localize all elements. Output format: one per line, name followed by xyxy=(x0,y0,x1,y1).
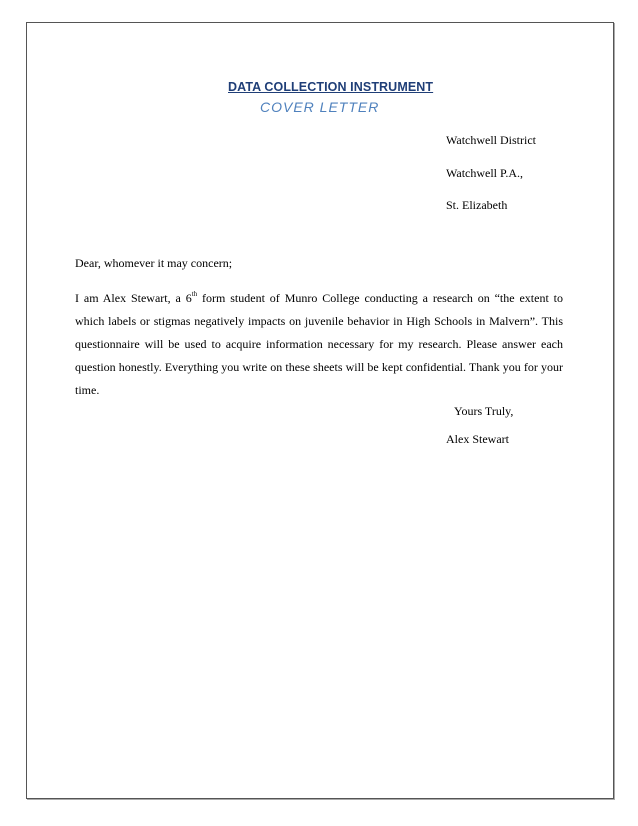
letter-body xyxy=(75,287,563,402)
address-line-district: Watchwell District xyxy=(446,133,537,147)
document-subtitle: COVER LETTER xyxy=(260,99,380,115)
letter-salutation: Dear, whomever it may concern; xyxy=(75,256,233,270)
letter-body-intro: I am Alex Stewart, a 6 xyxy=(75,291,192,305)
letter-body-main: form student of Munro College conducting a research on “the extent to which labels or stigmas negatively impacts on juvenile behavior in High Schools in Malvern”. This questionnaire will be used to acquire information necessary for my research. Please answer each question honestly. Everything you write on these sheets will be kept confidential. Thank you for your time. xyxy=(75,291,563,397)
letter-signature: Alex Stewart xyxy=(446,432,509,446)
letter-closing: Yours Truly, xyxy=(454,404,514,418)
address-line-parish: St. Elizabeth xyxy=(446,198,508,212)
document-title: DATA COLLECTION INSTRUMENT xyxy=(228,80,434,94)
ordinal-superscript: th xyxy=(191,290,198,298)
address-line-postal: Watchwell P.A., xyxy=(446,166,524,180)
